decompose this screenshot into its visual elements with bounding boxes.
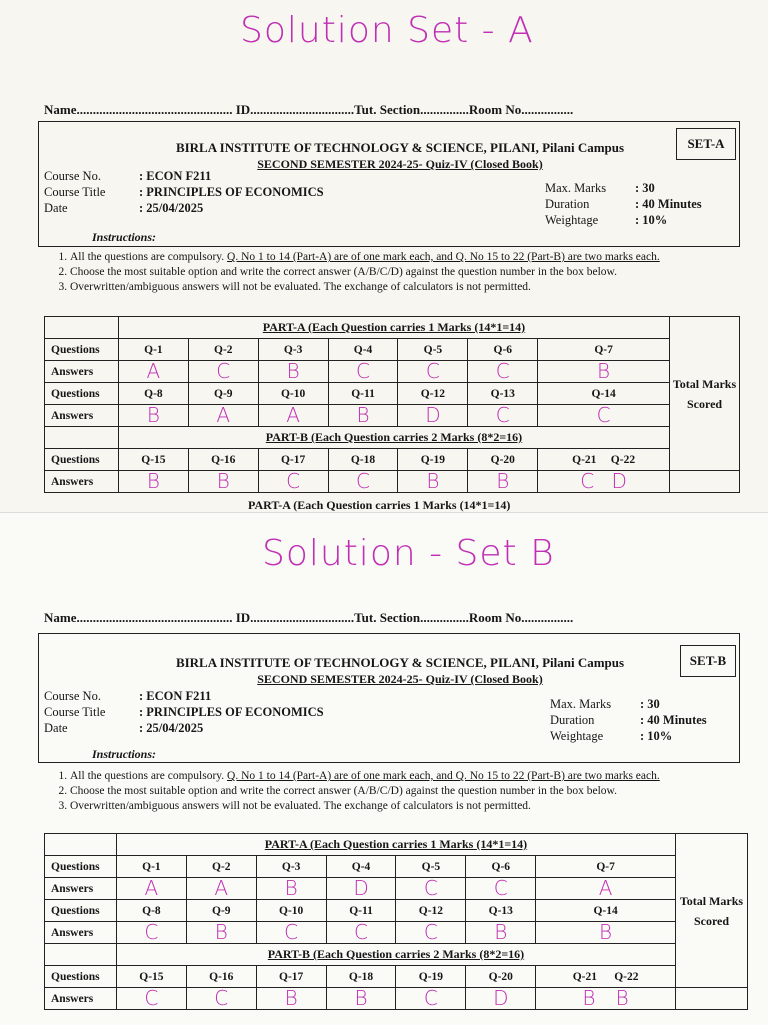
question-num: Q-13 — [466, 900, 536, 922]
question-num: Q-11 — [328, 383, 398, 405]
set-label: SET-B — [680, 645, 736, 677]
total-marks-cell: Total Marks Scored — [670, 317, 740, 471]
cutoff-text: PART-A (Each Question carries 1 Marks (14*1=14) — [248, 498, 511, 512]
meta-value: : 10% — [640, 729, 673, 743]
question-num: Q-19 — [398, 449, 468, 471]
part-b-title: PART-B (Each Question carries 2 Marks (8*2=16) — [116, 944, 675, 966]
answer-cell: B — [538, 361, 670, 383]
instruction-item: 1. All the questions are compulsory. Q. No 1 to 14 (Part-A) are of one mark each, and Q. No 15 to 22 (Part-B) are two marks each. — [70, 250, 660, 265]
answer-cell: B — [536, 922, 676, 944]
answer-cell: B B — [536, 988, 676, 1010]
meta-key: Max. Marks — [545, 181, 607, 195]
answers-label: Answers — [45, 361, 119, 383]
meta-value: : 40 Minutes — [640, 713, 707, 727]
answer-cell: C — [186, 988, 256, 1010]
question-num: Q-15 — [118, 449, 188, 471]
answer-cell: B — [256, 878, 326, 900]
meta-key: Max. Marks — [550, 697, 612, 711]
question-num: Q-9 — [188, 383, 258, 405]
questions-label: Questions — [45, 383, 119, 405]
question-num: Q-8 — [118, 383, 188, 405]
answer-cell: C D — [538, 471, 670, 493]
answers-label: Answers — [45, 922, 117, 944]
answer-cell: B — [398, 471, 468, 493]
grid-blank — [45, 834, 117, 856]
answer-cell: B — [328, 405, 398, 427]
meta-key: Course Title — [44, 185, 106, 199]
meta-value: : ECON F211 — [139, 169, 212, 183]
questions-label: Questions — [45, 449, 119, 471]
question-num: Q-2 — [188, 339, 258, 361]
solution-title: Solution Set - A — [240, 10, 534, 51]
total-marks-cell: Total Marks Scored — [676, 834, 748, 988]
questions-label: Questions — [45, 966, 117, 988]
question-num: Q-12 — [398, 383, 468, 405]
part-a-title: PART-A (Each Question carries 1 Marks (14*1=14) — [116, 834, 675, 856]
answer-cell: C — [468, 405, 538, 427]
instruction-item: 1. All the questions are compulsory. Q. No 1 to 14 (Part-A) are of one mark each, and Q. No 15 to 22 (Part-B) are two marks each. — [70, 769, 660, 784]
answer-cell: C — [258, 471, 328, 493]
answer-cell: A — [116, 878, 186, 900]
question-num: Q-2 — [186, 856, 256, 878]
meta-value: : PRINCIPLES OF ECONOMICS — [139, 705, 324, 719]
question-num: Q-15 — [116, 966, 186, 988]
meta-value: : 30 — [635, 181, 655, 195]
grid-blank — [45, 427, 119, 449]
answer-cell: B — [118, 471, 188, 493]
question-num: Q-20 — [468, 449, 538, 471]
questions-label: Questions — [45, 339, 119, 361]
question-num: Q-17 — [256, 966, 326, 988]
question-num: Q-1 — [116, 856, 186, 878]
answer-cell: C — [326, 922, 396, 944]
question-num: Q-5 — [398, 339, 468, 361]
answers-label: Answers — [45, 988, 117, 1010]
question-num: Q-11 — [326, 900, 396, 922]
question-num: Q-19 — [396, 966, 466, 988]
question-num: Q-7 — [536, 856, 676, 878]
meta-key: Duration — [550, 713, 595, 727]
meta-value: : 25/04/2025 — [139, 721, 204, 735]
name-line: Name................................................ ID................................Tut. Section...............Room No................ — [44, 102, 574, 117]
answer-sheet-set-b — [0, 512, 768, 1025]
answer-cell: C — [398, 361, 468, 383]
grid-blank — [45, 317, 119, 339]
answer-sheet-set-a — [0, 0, 768, 512]
instruction-item: 3. Overwritten/ambiguous answers will not be evaluated. The exchange of calculators is not permitted. — [70, 799, 660, 814]
meta-key: Duration — [545, 197, 590, 211]
question-num: Q-4 — [328, 339, 398, 361]
question-num: Q-18 — [326, 966, 396, 988]
meta-key: Course No. — [44, 689, 101, 703]
question-num: Q-12 — [396, 900, 466, 922]
meta-value: : 30 — [640, 697, 660, 711]
semester-line: SECOND SEMESTER 2024-25- Quiz-IV (Closed Book) — [257, 157, 543, 171]
answer-cell: B — [326, 988, 396, 1010]
answer-cell: A — [186, 878, 256, 900]
course-meta — [44, 168, 324, 216]
question-num: Q-21 Q-22 — [538, 449, 670, 471]
question-num: Q-1 — [118, 339, 188, 361]
meta-value: : 25/04/2025 — [139, 201, 204, 215]
meta-key: Date — [44, 201, 68, 215]
question-num: Q-20 — [466, 966, 536, 988]
questions-label: Questions — [45, 856, 117, 878]
question-num: Q-3 — [258, 339, 328, 361]
answer-cell: C — [188, 361, 258, 383]
answer-grid — [44, 833, 748, 1010]
course-meta — [44, 688, 324, 736]
answer-cell: B — [466, 922, 536, 944]
meta-key: Weightage — [545, 213, 599, 227]
answer-cell: C — [116, 922, 186, 944]
answers-label: Answers — [45, 878, 117, 900]
answer-cell: C — [116, 988, 186, 1010]
answer-cell: C — [538, 405, 670, 427]
question-num: Q-7 — [538, 339, 670, 361]
answers-label: Answers — [45, 405, 119, 427]
meta-value: : PRINCIPLES OF ECONOMICS — [139, 185, 324, 199]
exam-meta — [550, 696, 707, 744]
question-num: Q-10 — [256, 900, 326, 922]
question-num: Q-6 — [466, 856, 536, 878]
questions-label: Questions — [45, 900, 117, 922]
meta-key: Weightage — [550, 729, 604, 743]
set-label: SET-A — [676, 128, 736, 160]
answer-cell: C — [328, 471, 398, 493]
answer-cell: D — [466, 988, 536, 1010]
meta-key: Date — [44, 721, 68, 735]
exam-meta — [545, 180, 702, 228]
part-a-title: PART-A (Each Question carries 1 Marks (14*1=14) — [118, 317, 669, 339]
question-num: Q-21 Q-22 — [536, 966, 676, 988]
question-num: Q-13 — [468, 383, 538, 405]
answer-cell: C — [396, 878, 466, 900]
question-num: Q-9 — [186, 900, 256, 922]
part-b-title: PART-B (Each Question carries 2 Marks (8*2=16) — [118, 427, 669, 449]
instructions-list — [48, 769, 660, 814]
question-num: Q-10 — [258, 383, 328, 405]
question-num: Q-14 — [536, 900, 676, 922]
answer-cell: B — [258, 361, 328, 383]
instruction-item: 3. Overwritten/ambiguous answers will not be evaluated. The exchange of calculators is not permitted. — [70, 280, 660, 295]
question-num: Q-4 — [326, 856, 396, 878]
answer-cell: D — [398, 405, 468, 427]
instruction-item: 2. Choose the most suitable option and write the correct answer (A/B/C/D) against the question number in the box below. — [70, 784, 660, 799]
grid-blank — [45, 944, 117, 966]
answer-cell: B — [256, 988, 326, 1010]
answer-cell: C — [396, 988, 466, 1010]
question-num: Q-6 — [468, 339, 538, 361]
question-num: Q-14 — [538, 383, 670, 405]
answer-cell: A — [258, 405, 328, 427]
semester-line: SECOND SEMESTER 2024-25- Quiz-IV (Closed Book) — [257, 672, 543, 686]
meta-value: : ECON F211 — [139, 689, 212, 703]
answer-cell: A — [188, 405, 258, 427]
answer-cell: C — [468, 361, 538, 383]
question-num: Q-5 — [396, 856, 466, 878]
answer-cell: D — [326, 878, 396, 900]
solution-title: Solution - Set B — [262, 533, 555, 574]
question-num: Q-3 — [256, 856, 326, 878]
instructions-label: Instructions: — [92, 230, 157, 244]
answer-cell: C — [466, 878, 536, 900]
question-num: Q-8 — [116, 900, 186, 922]
meta-key: Course No. — [44, 169, 101, 183]
meta-key: Course Title — [44, 705, 106, 719]
institute-name: BIRLA INSTITUTE OF TECHNOLOGY & SCIENCE, PILANI, Pilani Campus — [175, 140, 625, 155]
name-line: Name................................................ ID................................Tut. Section...............Room No................ — [44, 610, 574, 625]
question-num: Q-16 — [186, 966, 256, 988]
meta-value: : 40 Minutes — [635, 197, 702, 211]
answer-cell: C — [328, 361, 398, 383]
meta-value: : 10% — [635, 213, 668, 227]
answer-cell: B — [188, 471, 258, 493]
answer-cell: B — [186, 922, 256, 944]
answer-cell: A — [536, 878, 676, 900]
answer-cell: B — [118, 405, 188, 427]
question-num: Q-18 — [328, 449, 398, 471]
answer-cell: C — [256, 922, 326, 944]
grid-blank — [670, 471, 740, 493]
answer-cell: B — [468, 471, 538, 493]
answer-cell: C — [396, 922, 466, 944]
instructions-list — [48, 250, 660, 295]
answer-grid — [44, 316, 740, 493]
instruction-item: 2. Choose the most suitable option and write the correct answer (A/B/C/D) against the question number in the box below. — [70, 265, 660, 280]
answer-cell: A — [118, 361, 188, 383]
question-num: Q-16 — [188, 449, 258, 471]
answers-label: Answers — [45, 471, 119, 493]
institute-name: BIRLA INSTITUTE OF TECHNOLOGY & SCIENCE, PILANI, Pilani Campus — [175, 655, 625, 670]
question-num: Q-17 — [258, 449, 328, 471]
instructions-label: Instructions: — [92, 747, 157, 761]
grid-blank — [676, 988, 748, 1010]
